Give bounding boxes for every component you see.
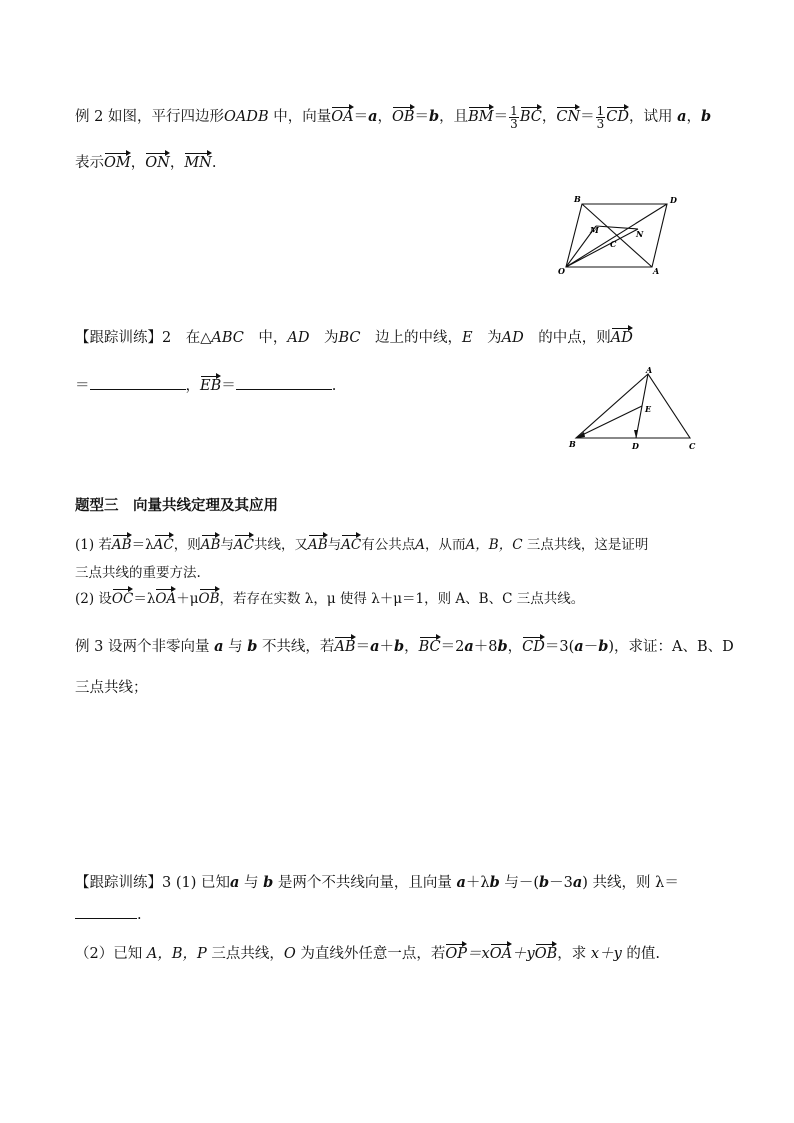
label-n: N [636, 229, 644, 239]
track-2-line-1: 【跟踪训练】2 在△ABC 中，AD 为BC 边上的中线，E 为AD 的中点，则AD [75, 325, 633, 347]
section-heading: 题型三 向量共线定理及其应用 [75, 497, 278, 514]
example-3-line-1: 例 3 设两个非零向量 a 与 b 不共线，若AB＝a＋b，BC＝2a＋8b，CD＝3(a－b)，求证：A、B、D [75, 634, 734, 656]
answer-blank-ad[interactable] [90, 375, 186, 390]
track-2-line-2: ＝ ，EB＝ . [75, 373, 336, 395]
label-a: A [653, 266, 660, 276]
label-e: E [645, 404, 652, 414]
arrowhead-d [634, 430, 638, 438]
fraction-one-third: $\frac{1}{3}$ [596, 103, 605, 131]
vector-ad: AD [611, 325, 633, 346]
vector-eb: EB [200, 373, 221, 394]
label-o: O [558, 266, 565, 276]
vector-mn: MN [184, 150, 212, 171]
answer-blank-eb[interactable] [236, 375, 332, 390]
label-b: B [569, 439, 576, 449]
label-c: C [610, 239, 617, 249]
rule-2-line: (2) 设OC＝λOA＋μOB，若存在实数 λ，μ 使得 λ＋μ＝1，则 A、B、C 三点共线。 [75, 586, 584, 607]
vector-bm: BM [468, 104, 494, 125]
vector-ob: OB [392, 104, 415, 125]
label-m: M [590, 225, 599, 235]
label-b: B [574, 194, 581, 204]
vector-on: ON [145, 150, 170, 171]
answer-blank-lambda[interactable] [75, 904, 137, 919]
vector-cd: CD [606, 104, 629, 125]
example-3-line-2: 三点共线； [75, 680, 148, 696]
triangle-figure [562, 362, 702, 454]
vector-bc: BC [520, 104, 542, 125]
rule-1-line-2: 三点共线的重要方法. [75, 565, 201, 581]
track-3-question-2: （2）已知 A，B，P 三点共线，O 为直线外任意一点，若OP＝xOA＋yOB，求 x＋y 的值. [75, 941, 660, 963]
vector-cn: CN [556, 104, 580, 125]
label-d: D [632, 441, 639, 451]
vector-oa: OA [331, 104, 353, 125]
label-d: D [670, 195, 677, 205]
parallelogram-figure [552, 190, 692, 280]
track-3-line-2: . [75, 904, 142, 923]
label-a: A [646, 365, 653, 375]
vector-om: OM [104, 150, 131, 171]
example-2-line-1: 例 2 如图，平行四边形OADB 中，向量OA＝a，OB＝b，且BM＝ $\frac{1}{3}$ BC，CN＝ $\frac{1}{3}$ CD，试用 a，b [75, 103, 712, 131]
arrowhead-b [576, 432, 585, 438]
rule-1-line-1: (1) 若AB＝λAC，则AB与AC共线，又AB与AC有公共点A，从而A，B，C 三点共线，这是证明 [75, 532, 648, 553]
parallelogram-name: OADB [223, 109, 269, 125]
fraction-one-third: $\frac{1}{3}$ [510, 103, 518, 131]
label-c: C [689, 441, 696, 451]
track-3-line-1: 【跟踪训练】3 (1) 已知a 与 b 是两个不共线向量，且向量 a＋λb 与－(b－3a) 共线，则 λ＝ [75, 874, 679, 891]
example-2-line-2: 表示OM，ON，MN. [75, 150, 216, 172]
